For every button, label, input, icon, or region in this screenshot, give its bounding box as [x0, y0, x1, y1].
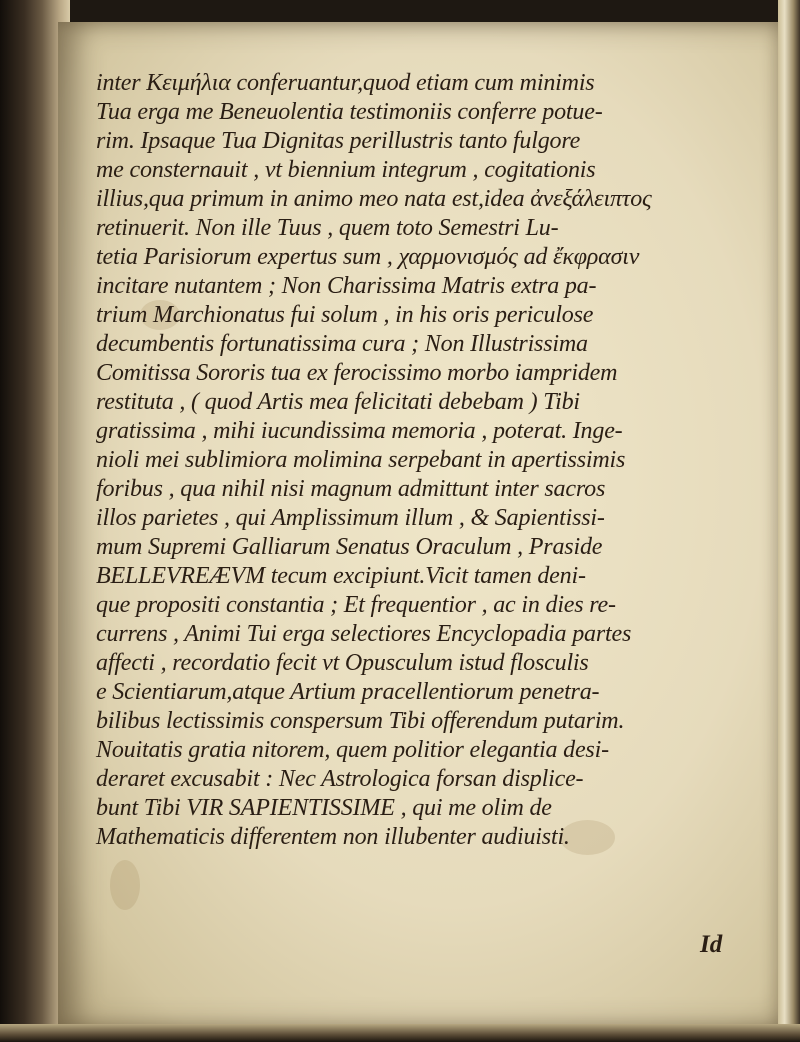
text-line: illos parietes , qui Amplissimum illum , & Sapientissi-	[96, 504, 605, 531]
text-line: incitare nutantem ; Non Charissima Matris extra pa-	[96, 272, 597, 299]
catchword: Id	[700, 931, 723, 958]
text-line: BELLEVREÆVM tecum excipiunt.Vicit tamen deni-	[96, 562, 586, 589]
text-line: bilibus lectissimis conspersum Tibi offerendum putarim.	[96, 707, 625, 734]
text-line: e Scientiarum,atque Artium pracellentiorum penetra-	[96, 678, 600, 705]
page-bottom-edge	[0, 1024, 800, 1042]
text-line: restituta , ( quod Artis mea felicitati debebam ) Tibi	[96, 388, 580, 415]
text-line: tetia Parisiorum expertus sum , χαρμονισμός ad ἔκφρασιν	[96, 243, 640, 270]
text-line: affecti , recordatio fecit vt Opusculum istud flosculis	[96, 649, 589, 676]
body-text	[96, 68, 768, 851]
text-line: deraret excusabit : Nec Astrologica forsan displice-	[96, 765, 584, 792]
text-line: que propositi constantia ; Et frequentior , ac in dies re-	[96, 591, 616, 618]
page-fore-edge	[778, 0, 800, 1042]
text-line: me consternauit , vt biennium integrum , cogitationis	[96, 156, 596, 183]
text-line: rim. Ipsaque Tua Dignitas perillustris tanto fulgore	[96, 127, 581, 154]
text-line: Mathematicis differentem non illubenter audiuisti.	[96, 823, 570, 850]
text-line: bunt Tibi VIR SAPIENTISSIME , qui me olim de	[96, 794, 552, 821]
text-line: gratissima , mihi iucundissima memoria , poterat. Inge-	[96, 417, 623, 444]
foxing-stain	[110, 860, 140, 910]
text-line: Comitissa Sororis tua ex ferocissimo morbo iampridem	[96, 359, 618, 386]
text-line: inter Κειμήλια conferuantur,quod etiam cum minimis	[96, 69, 595, 96]
text-line: Nouitatis gratia nitorem, quem politior elegantia desi-	[96, 736, 609, 763]
text-line: foribus , qua nihil nisi magnum admittunt inter sacros	[96, 475, 606, 502]
text-line: nioli mei sublimiora molimina serpebant in apertissimis	[96, 446, 626, 473]
text-line: trium Marchionatus fui solum , in his oris periculose	[96, 301, 594, 328]
text-line: currens , Animi Tui erga selectiores Encyclopadia partes	[96, 620, 632, 647]
text-line: retinuerit. Non ille Tuus , quem toto Semestri Lu-	[96, 214, 559, 241]
text-line: decumbentis fortunatissima cura ; Non Illustrissima	[96, 330, 588, 357]
text-line: mum Supremi Galliarum Senatus Oraculum , Praside	[96, 533, 603, 560]
text-line: illius,qua primum in animo meo nata est,idea ἀνεξάλειπτος	[96, 185, 652, 212]
text-line: Tua erga me Beneuolentia testimoniis conferre potue-	[96, 98, 603, 125]
